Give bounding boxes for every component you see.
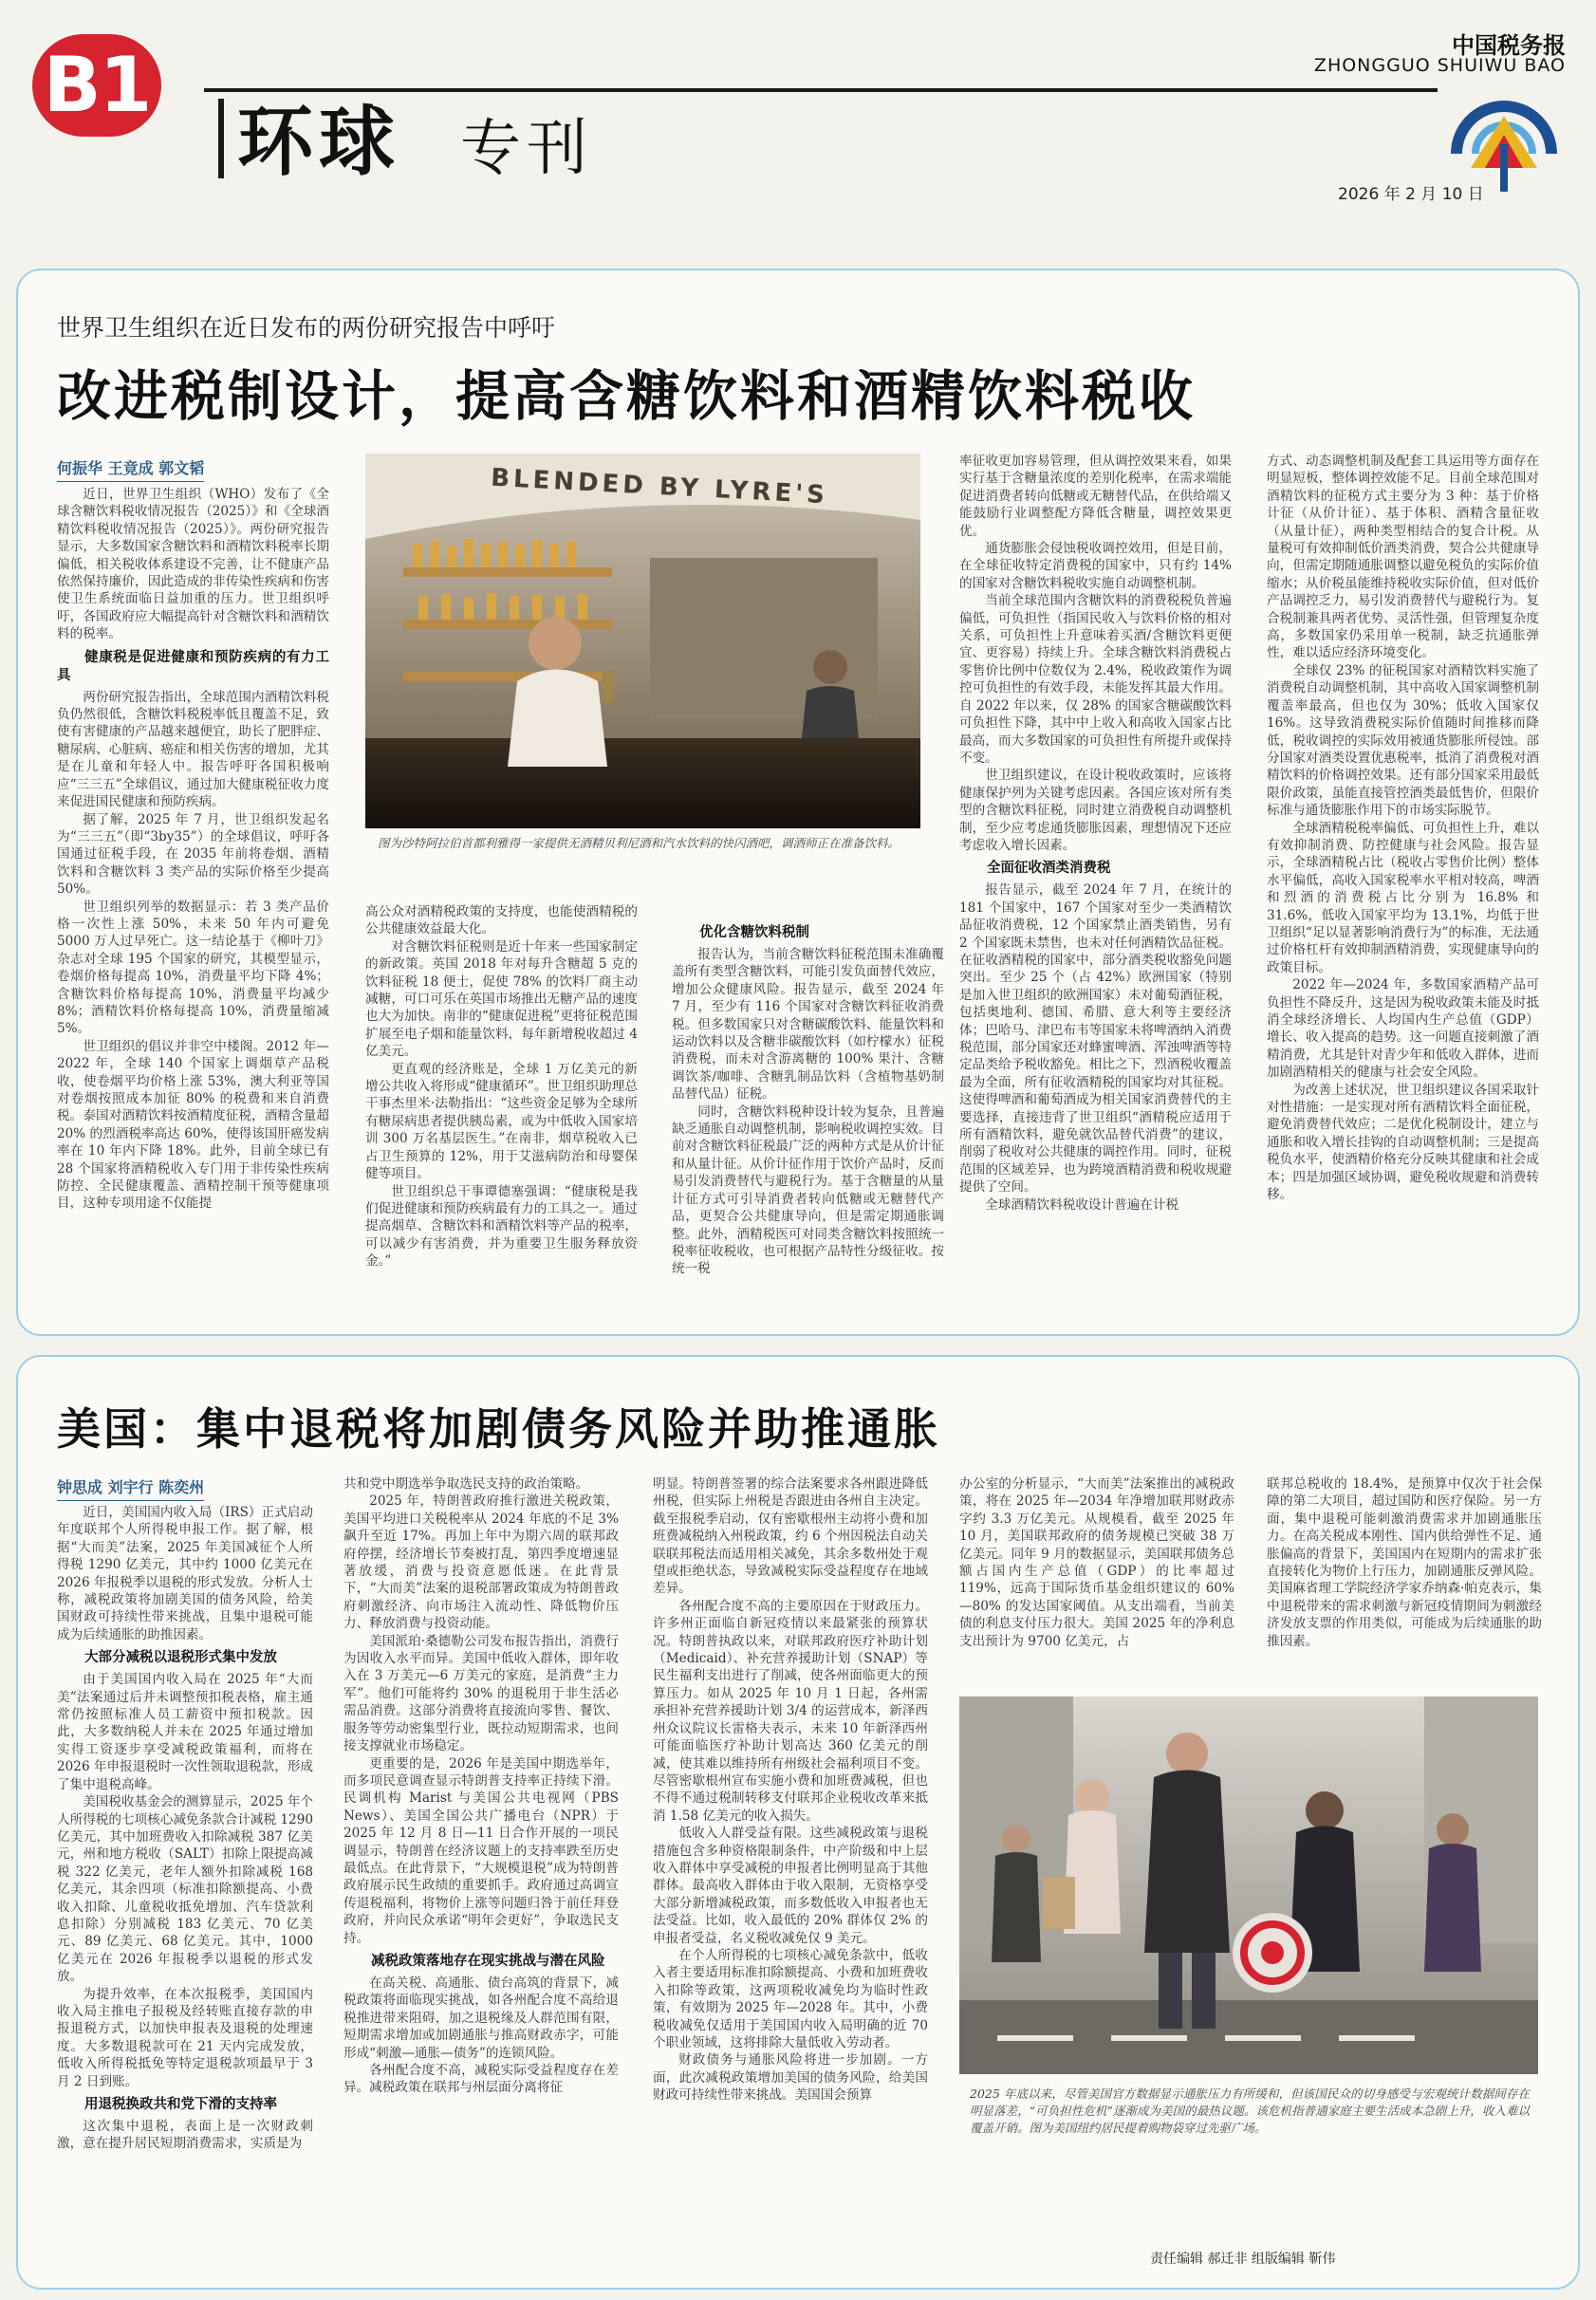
paragraph: 当前全球范围内含糖饮料的消费税税负普遍偏低，可负担性（指国民收入与饮料价格的相对关系，可负担性上升意味着买酒/含糖饮料更便宜、更容易）持续上升。全球含糖饮料消费税占零售价比例中位数仅为 2.4%，税收政策作为调控可负担性的有效手段，未能发挥其最大作用。自 2022 年以来，仅 28% 的国家含糖碳酸饮料可负担性下降，其中中上收入和高收入国家占比最高，而大多数国家的可负担性有所提升或保持不变。: [959, 593, 1232, 766]
section-subtitle: 专刊: [460, 114, 593, 184]
paragraph: 世卫组织列举的数据显示：若 3 类产品价格一次性上涨 50%，未来 50 年内可避免 5000 万人过早死亡。这一结论基于《柳叶刀》杂志对全球 195 个国家的研究，其模型显示，卷烟价格每提高 10%，消费量平均下降 4%；含糖饮料价格每提高 10%，消费量平均减少 8%；酒精饮料价格每提高 10%，消费量缩减 5%。: [57, 899, 329, 1037]
article-2-photo: [959, 1697, 1538, 2074]
paragraph: 通货膨胀会侵蚀税收调控效用，但是目前，在全球征收特定消费税的国家中，只有约 14% 的国家对含糖饮料税收实施自动调整机制。: [959, 541, 1232, 591]
paragraph: 财政债务与通胀风险将进一步加剧。一方面，此次减税政策增加美国的债务风险，给美国财政可持续性带来挑战。美国国会预算: [653, 2052, 928, 2104]
paragraph: 各州配合度不高，减税实际受益程度存在差异。减税政策在联邦与州层面分离将征: [343, 2063, 619, 2096]
subheading: 健康税是促进健康和预防疾病的有力工具: [57, 649, 329, 683]
paragraph: 对含糖饮料征税则是近十年来一些国家制定的新政策。英国 2018 年对每升含糖超 5 克的饮料征税 18 便士，促使 78% 的饮料厂商主动减糖，可口可乐在英国市场推出无糖产品的速度也大为加快。南非的“健康促进税”更将征税范围扩展至电子烟和能量饮料，每年新增税收超过 4 亿美元。: [365, 938, 638, 1060]
paragraph: 报告显示，截至 2024 年 7 月，在统计的 181 个国家中，167 个国家对至少一类酒精饮品征收消费税，12 个国家禁止酒类销售，另有 2 个国家既未禁售，也未对任何酒精饮品征税。在征收酒精税的国家中，部分酒类税收豁免问题突出。至少 25 个（占 42%）欧洲国家（特别是加入世卫组织的欧洲国家）未对葡萄酒征税，包括奥地利、德国、希腊、意大利等主要经济体；巴哈马、津巴布韦等国家未将啤酒纳入消费税范围，部分国家还对蜂蜜啤酒、浑浊啤酒等特定品类给予税收豁免。相比之下，烈酒税收覆盖最为全面，所有征收酒精税的国家均对其征税。这使得啤酒和葡萄酒成为相关国家消费替代的主要选择，直接违背了世卫组织“酒精税应适用于所有酒精饮料，避免就饮品替代消费”的建议，削弱了税收对公共健康的调控作用。同时，征税范围的区域差异，也为跨境酒精消费和税收规避提供了空间。: [959, 882, 1232, 1196]
article-2-column-5: [1267, 1475, 1542, 1679]
paragraph: 据了解，2025 年 7 月，世卫组织发起名为“三三五”（即“3by35”）的全球倡议，呼吁各国通过征税手段，在 2035 年前将卷烟、酒精饮料和含糖饮料 3 类产品的实际价格至少提高 50%。: [57, 811, 329, 898]
paragraph: 方式、动态调整机制及配套工具运用等方面存在明显短板，整体调控效能不足。目前全球范围对酒精饮料的征税方式主要分为 3 种：基于价格计征（从价计征）、基于体积、酒精含量征收（从量计征），两种类型相结合的复合计税。从量税可有效抑制低价酒类消费，契合公共健康导向，但需定期随通胀调整以避免税负的实际价值缩水；从价税虽能维持税收实际价值，但对低价产品调控乏力，易引发消费替代与避税行为。复合税制兼具两者优势、灵活性强，但管理复杂度高，多数国家仍采用单一税制，缺乏抗通胀弹性，难以适应经济环境变化。: [1267, 454, 1539, 661]
article-1-column-2: [365, 903, 638, 1319]
paragraph: 率征收更加容易管理，但从调控效果来看，如果实行基于含糖量浓度的差别化税率，在需求端能促进消费者转向低糖或无糖替代品，在供给端又能鼓励行业调整配方降低含糖量，调控效果更优。: [959, 454, 1232, 539]
subheading: 减税政策落地存在现实挑战与潜在风险: [371, 1953, 605, 1969]
article-2-column-2: [343, 1475, 619, 2272]
article-2-headline: 美国：集中退税将加剧债务风险并助推通胀: [57, 1403, 940, 1455]
paragraph: 为提升效率，在本次报税季，美国国内收入局主推电子报税及经转账直接存款的申报退税方式，以加快申报表及退税的处理速度。大多数退税款可在 21 天内完成发放，低收入所得税抵免等特定退税款项最早于 3 月 2 日到账。: [57, 1986, 313, 2089]
paragraph: 这次集中退税，表面上是一次财政刺激，意在提升居民短期消费需求，实质是为: [57, 2119, 313, 2152]
article-1-column-1: [57, 486, 329, 1319]
paragraph: 世卫组织总干事谭德塞强调：“健康税是我们促进健康和预防疾病最有力的工具之一。通过提高烟草、含糖饮料和酒精饮料等产品的税率，可以减少有害消费，并为重要卫生服务释放资金。”: [365, 1183, 638, 1270]
article-2-column-1: [57, 1504, 313, 2272]
masthead-rule: [204, 88, 1438, 92]
article-2-photo-caption: 2025 年底以来，尽管美国官方数据显示通胀压力有所缓和，但该国民众的切身感受与宏观统计数据间存在明显落差，“可负担性危机”逐渐成为美国的最热议题。该危机指普通家庭主要生活成本急剧上升，收入难以覆盖开销。图为美国纽约居民提着购物袋穿过先驱广场。: [970, 2087, 1530, 2135]
street-crowd-illustration: [959, 1697, 1538, 2074]
paragraph: 更直观的经济账是，全球 1 万亿美元的新增公共收入将形成“健康循环”。世卫组织助理总干事杰里米·法勒指出：“这些资金足够为全球所有糖尿病患者提供胰岛素，或为中低收入国家培训 300 万名基层医生。”在南非，烟草税收入已占卫生预算的 12%，用于艾滋病防治和母婴保健等项目。: [365, 1061, 638, 1182]
paragraph: 全球酒精饮料税收设计普遍在计税: [985, 1196, 1179, 1213]
paragraph: 低收入人群受益有限。这些减税政策与退税措施包含多种资格限制条件，中产阶级和中上层收入群体中享受减税的申报者比例明显高于其他群体。最高收入群体由于收入限制，无资格享受大部分新增减税政策，而多数低收入申报者也无法受益。比如，收入最低的 20% 群体仅 2% 的申报者受益，名义税收减免仅 9 美元。: [653, 1826, 928, 1946]
masthead: [0, 0, 1596, 256]
article-1-photo-caption: 图为沙特阿拉伯首都利雅得一家提供无酒精贝利尼酒和汽水饮料的快闪酒吧，调酒师正在准备饮料。: [378, 836, 900, 850]
paragraph: 2025 年，特朗普政府推行激进关税政策，美国平均进口关税税率从 2024 年底的不足 3% 飙升至近 17%。再加上年中为期六周的联邦政府停摆，经济增长节奏被打乱，第四季度增速显著放缓，消费与投资意愿低迷。在此背景下，“大而美”法案的退税部署政策成为特朗普政府刺激经济、向市场注入流动性、降低物价压力、释放消费与投资动能。: [343, 1493, 619, 1632]
paragraph: 明显。特朗普签署的综合法案要求各州跟进降低州税，但实际上州税是否跟进由各州自主决定。截至报税季启动，仅有密歇根州主动将小费和加班费减税纳入州税政策，约 6 个州因税法自动关联联邦税法而适用相关减免，其余多数州处于观望或拒绝状态，导致减税实际受益程度存在地域差异。: [653, 1476, 928, 1597]
paragraph: 在高关税、高通胀、债台高筑的背景下，减税政策将面临现实挑战，如各州配合度不高给退税推进带来阻碍，加之退税缘及人群范围有限，短期需求增加或加剧通胀与推高财政赤字，可能形成“刺激—通胀—债务”的连锁风险。: [343, 1975, 619, 2061]
article-1-byline: 何振华 王竟成 郭文韬: [57, 456, 204, 482]
paragraph: 2022 年—2024 年，多数国家酒精产品可负担性不降反升，这是因为税收政策未能及时抵消全球经济增长、人均国内生产总值（GDP）增长、收入提高的趋势。这一问题直接刺激了酒精消费，尤其是针对青少年和低收入群体，进而加剧酒精相关的健康与社会安全风险。: [1267, 977, 1539, 1081]
article-1-photo: [365, 454, 920, 828]
paragraph: 近日，世界卫生组织（WHO）发布了《全球含糖饮料税收情况报告（2025）》和《全球酒精饮料税收情况报告（2025）》。两份研究报告显示，大多数国家含糖饮料和酒精饮料税率长期偏低，相关税收体系建设不完善，让不健康产品依然保持廉价，因此造成的非传染性疾病和伤害使卫生系统面临日益加重的压力。世卫组织呼吁，各国政府应大幅提高针对含糖饮料和酒精饮料的税率。: [57, 487, 329, 642]
paragraph: 两份研究报告指出，全球范围内酒精饮料税负仍然很低，含糖饮料税税率低且覆盖不足，致使有害健康的产品越来越便宜，助长了肥胖症、糖尿病、心脏病、癌症和相关伤害的增加，尤其是在儿童和年轻人中。报告呼吁各国积极响应“三三五”全球倡议，通过加大健康税征收力度来促进国民健康和预防疾病。: [57, 689, 329, 810]
section-bar: [218, 99, 224, 178]
paragraph: 近日，美国国内收入局（IRS）正式启动年度联邦个人所得税申报工作。据了解，根据“大而美”法案，2025 年美国减征个人所得税 1290 亿美元，其中约 1000 亿美元在 2026 年报税季以退税的形式发放。分析人士称，减税政策将加剧美国的债务风险，给美国财政可持续性带来挑战，且集中退税可能成为后续通胀的助推因素。: [57, 1505, 313, 1642]
paragraph: 美国派珀·桑德勒公司发布报告指出，消费行为因收入水平而异。美国中低收入群体，即年收入在 3 万美元—6 万美元的家庭，是消费“主力军”。他们可能将约 30% 的退税用于非生活必需品消费。这部分消费将直接流向零售、餐饮、服务等劳动密集型行业，既拉动短期需求，也间接支撑就业市场稳定。: [343, 1633, 619, 1754]
paragraph: 报告认为，当前含糖饮料征税范围未准确覆盖所有类型含糖饮料，可能引发负面替代效应，增加公众健康风险。报告显示，截至 2024 年 7 月，至少有 116 个国家对含糖饮料征收消费税。但多数国家只对含糖碳酸饮料、能量饮料和运动饮料以及含糖非碳酸饮料（如柠檬水）征税消费税，而未对含游离糖的 100% 果汁、含糖调饮茶/咖啡、含糖乳制品饮料（含植物基奶制品替代品）征税。: [672, 947, 944, 1103]
paragraph: 世卫组织建议，在设计税收政策时，应该将健康保护列为关键考虑因素。各国应该对所有类型的含糖饮料征税，同时建立消费税自动调整机制，至少应考虑通货膨胀因素，理想情况下还应考虑收入增长因素。: [959, 768, 1232, 853]
editor-credits: 责任编辑 郝迁非 组版编辑 靳伟: [1150, 2252, 1336, 2267]
article-1-column-4: [959, 453, 1232, 1319]
page-code-badge: B1: [32, 34, 161, 137]
paragraph: 全球酒精税税率偏低、可负担性上升，难以有效抑制消费、防控健康与社会风险。报告显示，全球酒精税占比（税收占零售价比例）整体水平偏低，高收入国家税率水平相对较高，啤酒和烈酒的消费税占比分别为 16.8% 和 31.6%，低收入国家平均为 13.1%，均低于世卫组织“足以显著影响消费行为”的标准，无法通过价格杠杆有效抑制酒精消费，实现健康导向的政策目标。: [1267, 820, 1539, 975]
article-1-headline: 改进税制设计，提高含糖饮料和酒精饮料税收: [57, 365, 1196, 428]
article-2-column-3: [653, 1475, 928, 2272]
subheading: 用退税换政共和党下滑的支持率: [84, 2097, 277, 2112]
subheading: 优化含糖饮料税制: [699, 925, 809, 940]
paragraph: 更重要的是，2026 年是美国中期选举年，而多项民意调查显示特朗普支持率正持续下滑。民调机构 Marist 与美国公共电视网（PBS News）、美国全国公共广播电台（NPR）于 2025 年 12 月 8 日—11 日合作开展的一项民调显示，特朗普在经济议题上的支持率跌至历史最低点。在此背景下，“大规模退税”成为特朗普政府展示民生政绩的重要抓手。政府通过高调宣传退税福利，将物价上涨等问题归咎于前任拜登政府，并向民众承诺“明年会更好”，争取选民支持。: [343, 1755, 619, 1946]
paragraph: 高公众对酒精税政策的支持度，也能使酒精税的公共健康效益最大化。: [365, 904, 638, 937]
paragraph: 联邦总税收的 18.4%，是预算中仅次于社会保障的第二大项目，超过国防和医疗保险。另一方面，集中退税可能刺激消费需求并加剧通胀压力。在高关税成本刚性、国内供给弹性不足、通胀偏高的背景下，美国国内在短期内的需求扩张直接转化为物价上行压力，加剧通胀反弹风险。美国麻省理工学院经济学家乔纳森·帕克表示，集中退税带来的需求刺激与新冠疫情期间为刺激经济发放支票的作用类似，可能成为后续通胀的助推因素。: [1267, 1476, 1542, 1649]
publication-date: 2026 年 2 月 10 日: [1338, 185, 1484, 204]
paragraph: 全球仅 23% 的征税国家对酒精饮料实施了消费税自动调整机制，其中高收入国家调整机制覆盖率最高，但也仅为 30%；低收入国家仅 16%。这导致消费税实际价值随时间推移而降低，税收调控的实际效用被通货膨胀所侵蚀。部分国家对酒类设置优惠税率，抵消了消费税对酒精饮料的价格调控效果。还有部分国家采用最低限价政策，虽能直接管控酒类最低售价，但限价标准与通货膨胀作用下的市场实际脱节。: [1267, 662, 1539, 819]
article-2-byline: 钟思成 刘宇行 陈奕州: [57, 1475, 204, 1501]
paper-name-en: ZHONGGUO SHUIWU BAO: [1313, 55, 1566, 76]
article-1-column-5: [1267, 453, 1539, 1319]
paragraph: 为改善上述状况，世卫组织建议各国采取针对性措施：一是实现对所有酒精饮料全面征税，避免消费替代效应；二是优化税制设计，建立与通胀和收入增长挂钩的自动调整机制；三是提高税负水平，使酒精价格充分反映其健康和社会成本；四是加强区域协调，避免税收规避和消费转移。: [1267, 1082, 1539, 1203]
paragraph: 共和党中期选举争取选民支持的政治策略。: [343, 1476, 589, 1492]
article-1-kicker: 世界卫生组织在近日发布的两份研究报告中呼吁: [57, 314, 556, 342]
paragraph: 办公室的分析显示，“大而美”法案推出的减税政策，将在 2025 年—2034 年净增加联邦财政赤字约 3.3 万亿美元。从规模看，截至 2025 年 10 月，美国联邦政府的债务规模已突破 38 万亿美元。同年 9 月的数据显示，美国联邦债务总额占国内生产总值（GDP）的比率超过 119%，远高于国际货币基金组织建议的 60%—80% 的发达国家阈值。从支出端看，当前美债的利息支付压力很大。美国 2025 年的净利息支出预计为 9700 亿美元，占: [959, 1476, 1234, 1649]
paragraph: 世卫组织的倡议并非空中楼阁。2012 年—2022 年，全球 140 个国家上调烟草产品税收，使卷烟平均价格上涨 53%，澳大利亚等国对卷烟按照成本加征 80% 的税费和来自消费税。泰国对酒精饮料按酒精度征税，酒精含量超 20% 的烈酒税率高达 60%，使得该国肝癌发病率在 10 年内下降 18%。此外，目前全球已有 28 个国家将酒精税收入专门用于非传染性疾病防控、全民健康覆盖、酒精控制干预等健康项目，这种专项用途不仅能提: [57, 1038, 329, 1212]
photo-bar-sign: BLENDED BY LYRE'S: [490, 463, 829, 510]
subheading: 大部分减税以退税形式集中发放: [84, 1650, 277, 1666]
paragraph: 由于美国国内收入局在 2025 年“大而美”法案通过后并未调整预扣税表格，雇主通常仍按照标准人员工薪资中预扣税款。因此，大多数纳税人并未在 2025 年通过增加实得工资逐步享受减税政策福利，而将在 2026 年申报退税时一次性领取退税款，形成了集中退税高峰。: [57, 1672, 313, 1792]
article-2-column-4: [959, 1475, 1234, 1679]
paragraph: 在个人所得税的七项核心减免条款中，低收入者主要适用标准扣除额提高、小费和加班费收入扣除等政策，这两项税收减免均为临时性政策，有效期为 2025 年—2028 年。其中，小费税收减免仅适用于美国国内收入局明确的近 70 个职业领域，这将排除大量低收入劳动者。: [653, 1947, 928, 2050]
paper-name-cn: 中国税务报: [1452, 32, 1566, 59]
article-1-column-3: [672, 918, 944, 1319]
subheading: 全面征收酒类消费税: [987, 861, 1111, 877]
paragraph: 各州配合度不高的主要原因在于财政压力。许多州正面临自新冠疫情以来最紧张的预算状况。特朗普执政以来，对联邦政府医疗补助计划（Medicaid）、补充营养援助计划（SNAP）等民生福利支出进行了削减，使各州面临更大的预算压力。如从 2025 年 10 月 1 日起，各州需承担补充营养援助计划 3/4 的运营成本，新泽西州众议院议长雷格夫表示，未来 10 年新泽西州可能面临医疗补助计划高达 360 亿美元的削减，使其难以维持所有州级社会福利项目不变。尽管密歇根州宣布实施小费和加班费减税，但也不得不通过税制转移支付联邦企业税收改革来抵消 1.58 亿美元的收入损失。: [653, 1598, 928, 1824]
paragraph: 美国税收基金会的测算显示，2025 年个人所得税的七项核心减免条款合计减税 1290 亿美元，其中加班费收入扣除减税 387 亿美元，州和地方税收（SALT）扣除上限提高减税 322 亿美元，老年人额外扣除减税 168 亿美元，其余四项（标准扣除额提高、小费收入扣除、儿童税收抵免增加、汽车贷款利息扣除）分别减税 183 亿美元、70 亿美元、89 亿美元、68 亿美元。其中，1000 亿美元在 2026 年报税季以退税的形式发放。: [57, 1794, 313, 1985]
section-title: 环球: [237, 98, 400, 186]
paragraph: 同时，含糖饮料税种设计较为复杂，且普遍缺乏通胀自动调整机制，影响税收调控实效。目前对含糖饮料征税最广泛的两种方式是从价计征和从量计征。从价计征作用于饮价产品时，反而易引发消费替代与避税行为。基于含糖量的从量计征方式可引导消费者转向低糖或无糖替代产品，更契合公共健康导向，但是需定期通胀调整。此外，酒精税医可对同类含糖饮料按照统一税率征收税收，也可根据产品特性分级征收。按统一税: [672, 1104, 944, 1277]
